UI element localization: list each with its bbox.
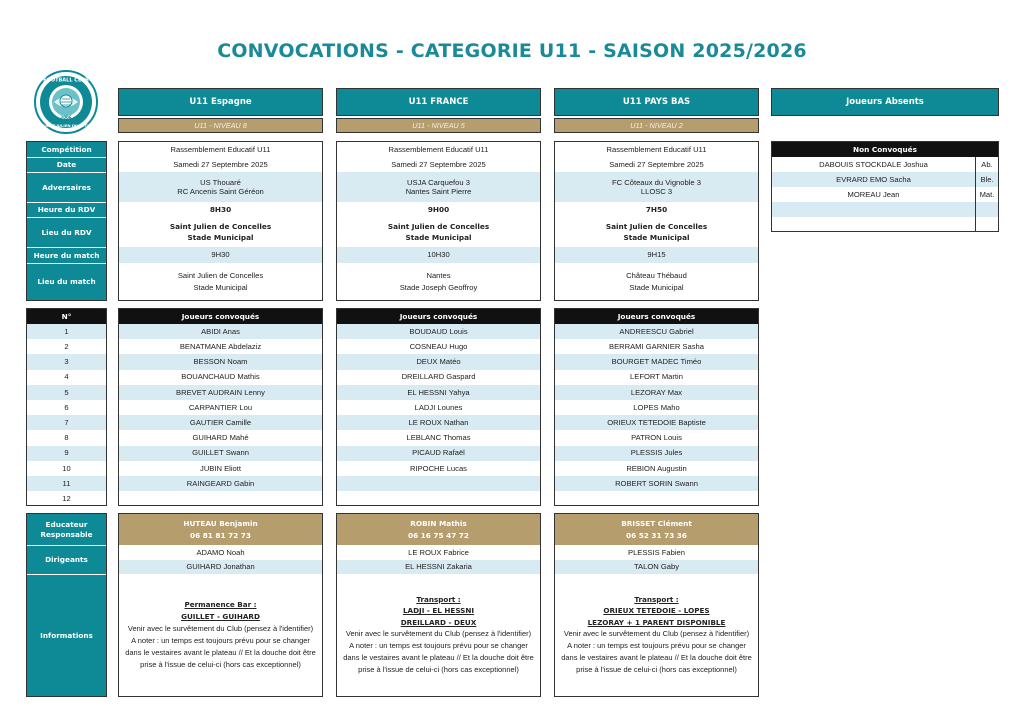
team-match-info [118, 141, 323, 301]
competition-cell: Rassemblement Educatif U11 [170, 144, 271, 154]
team-name: U11 FRANCE [336, 88, 541, 116]
player-row: BESSON Noam [119, 354, 322, 369]
info-text-1: Venir avec le survêtement du Club (pensez à l'identifier) [345, 629, 532, 639]
info-name: DREILLARD - DEUX [400, 617, 477, 627]
player-row: GUILLET Swann [119, 446, 322, 461]
svg-text:2006: 2006 [60, 115, 72, 120]
player-row: RIPOCHE Lucas [410, 463, 467, 473]
team-header [554, 88, 759, 133]
player-row: LADJI Lounes [414, 402, 463, 412]
number-cell: 3 [27, 354, 106, 369]
players-header: Joueurs convoqués [555, 309, 758, 324]
player-row: JUBIN Eliott [200, 463, 241, 473]
player-row [337, 476, 540, 491]
adversaire-2: LLOSC 3 [640, 187, 673, 196]
lieu-rdv-1: Saint Julien de Concelles [387, 221, 490, 231]
educateur-cell [119, 514, 322, 545]
date-cell: Samedi 27 Septembre 2025 [173, 159, 268, 169]
absents-table [771, 141, 999, 232]
number-cell: 5 [27, 385, 106, 400]
player-row: LOPES Maho [633, 402, 680, 412]
lieu-rdv-1: Saint Julien de Concelles [605, 221, 708, 231]
label-informations: Informations [27, 574, 106, 696]
label-lieu-match: Lieu du match [27, 263, 106, 300]
info-title: Transport : [416, 594, 461, 604]
lieu-rdv-1: Saint Julien de Concelles [169, 221, 272, 231]
absent-code [976, 217, 998, 232]
educateur-name: BRISSET Clément [621, 518, 692, 528]
player-row: BOUDAUD Louis [337, 324, 540, 339]
player-row: EL HESSNI Yahya [337, 385, 540, 400]
absents-header-block [771, 88, 999, 116]
date-cell: Samedi 27 Septembre 2025 [609, 159, 704, 169]
educateur-cell [555, 514, 758, 545]
educateur-name: HUTEAU Benjamin [183, 518, 258, 528]
team-level: U11 - NIVEAU 2 [554, 118, 759, 133]
players-table [336, 308, 541, 506]
player-row: LEZORAY Max [555, 385, 758, 400]
informations-cell [119, 574, 322, 696]
player-row: GUIHARD Mahé [192, 433, 249, 443]
players-table [118, 308, 323, 506]
absent-name: MOREAU Jean [772, 187, 976, 202]
absent-name: DABOUIS STOCKDALE Joshua [772, 157, 976, 172]
number-cell: 8 [64, 433, 69, 443]
absent-code: Ble. [980, 174, 994, 184]
label-num: N° [27, 309, 106, 324]
player-row: CARPANTIER Lou [188, 402, 253, 412]
lieu-match-1: Château Thébaud [626, 270, 687, 280]
lieu-match-cell [337, 263, 540, 300]
dirigeant-1: PLESSIS Fabien [628, 547, 685, 557]
absent-row [772, 157, 998, 172]
player-row: RAINGEARD Gabin [119, 476, 322, 491]
lieu-match-2: Stade Joseph Geoffroy [399, 282, 478, 292]
svg-text:SAINT JULIEN DIVATTE: SAINT JULIEN DIVATTE [42, 123, 90, 128]
absent-code: Mat. [979, 189, 995, 199]
staff-block [554, 513, 759, 697]
competition-cell: Rassemblement Educatif U11 [606, 144, 707, 154]
info-text-2: A noter : un temps est toujours prévu pour se changer dans le vestaires avant le plateau // Et la douche doit être prise à l'issue de celui-ci (hors cas exceptionnel) [125, 635, 316, 669]
team-match-info [554, 141, 759, 301]
team-level: U11 - NIVEAU 8 [118, 118, 323, 133]
player-row: BERRAMI GARNIER Sasha [609, 342, 704, 352]
label-dirigeants: Dirigeants [27, 545, 106, 574]
number-cell: 1 [27, 324, 106, 339]
info-text-1: Venir avec le survêtement du Club (pensez à l'identifier) [127, 623, 314, 633]
educateur-phone: 06 52 31 73 36 [626, 530, 687, 540]
absent-row [772, 187, 998, 202]
adversaire-1: FC Côteaux du Vignoble 3 [612, 177, 701, 187]
educateur-name: ROBIN Mathis [410, 518, 467, 528]
team-header [118, 88, 323, 133]
svg-text:FOOTBALL CLUB: FOOTBALL CLUB [43, 77, 89, 84]
adversaire-1: US Thouaré [200, 177, 241, 187]
dirigeant-2: GUIHARD Jonathan [119, 560, 322, 574]
dirigeant-1: LE ROUX Fabrice [408, 547, 469, 557]
lieu-match-1: Saint Julien de Concelles [177, 270, 264, 280]
players-header: Joueurs convoqués [337, 309, 540, 324]
number-cell: 12 [62, 493, 71, 503]
dirigeant-1: ADAMO Noah [196, 547, 245, 557]
player-row: BOURGET MADEC Timéo [555, 354, 758, 369]
label-date: Date [27, 157, 106, 172]
absent-name [772, 217, 976, 232]
player-row: PLESSIS Jules [555, 446, 758, 461]
heure-match-cell: 9H30 [119, 247, 322, 263]
player-row: COSNEAU Hugo [409, 342, 468, 352]
number-cell: 4 [64, 372, 69, 382]
player-row: LEBLANC Thomas [406, 433, 471, 443]
info-title: Permanence Bar : [184, 600, 257, 610]
player-row: BOUANCHAUD Mathis [181, 372, 260, 382]
adversaire-2: RC Ancenis Saint Géréon [177, 187, 264, 196]
heure-rdv-cell: 7H50 [645, 204, 668, 214]
lieu-rdv-2: Stade Municipal [187, 233, 254, 242]
absents-subheader: Non Convoqués [772, 142, 998, 157]
heure-match-cell: 10H30 [337, 247, 540, 263]
lieu-match-cell [555, 263, 758, 300]
team-name: U11 Espagne [118, 88, 323, 116]
adversaire-1: USJA Carquefou 3 [407, 177, 470, 187]
absent-code: Ab. [981, 159, 993, 169]
player-row [337, 491, 540, 506]
page-title: CONVOCATIONS - CATEGORIE U11 - SAISON 2025/2026 [217, 40, 807, 62]
players-table [554, 308, 759, 506]
absent-name [772, 202, 976, 217]
club-logo [34, 70, 98, 134]
lieu-match-2: Stade Municipal [193, 282, 248, 292]
player-row [119, 491, 322, 506]
player-row: REBION Augustin [626, 463, 687, 473]
absents-rows [772, 157, 998, 232]
absent-row [772, 172, 998, 187]
labels-block-match [26, 141, 107, 301]
label-heure-match: Heure du match [27, 247, 106, 263]
lieu-match-2: Stade Municipal [629, 282, 684, 292]
player-row: DREILLARD Gaspard [401, 372, 476, 382]
lieu-rdv-cell [337, 217, 540, 247]
number-cell: 7 [27, 415, 106, 430]
labels-block-staff [26, 513, 107, 697]
team-match-info [336, 141, 541, 301]
player-row: ABIDI Anas [119, 324, 322, 339]
staff-block [336, 513, 541, 697]
team-header [336, 88, 541, 133]
lieu-match-cell [119, 263, 322, 300]
heure-rdv-cell: 9H00 [427, 204, 450, 214]
lieu-match-1: Nantes [426, 270, 451, 280]
player-row [555, 491, 758, 506]
label-heure-rdv: Heure du RDV [27, 202, 106, 217]
absent-row [772, 217, 998, 232]
adversaires-cell [337, 172, 540, 202]
staff-block [118, 513, 323, 697]
team-level: U11 - NIVEAU 5 [336, 118, 541, 133]
absent-row [772, 202, 998, 217]
player-row: LE ROUX Nathan [337, 415, 540, 430]
player-row: ORIEUX TETEDOIE Baptiste [555, 415, 758, 430]
player-row: DEUX Matéo [337, 354, 540, 369]
players-header: Joueurs convoqués [119, 309, 322, 324]
number-cell: 10 [62, 463, 71, 473]
number-cell: 9 [27, 446, 106, 461]
player-row: PATRON Louis [631, 433, 682, 443]
info-title: Transport : [634, 594, 679, 604]
info-name: LADJI - EL HESSNI [402, 606, 475, 616]
educateur-phone: 06 16 75 47 72 [408, 530, 469, 540]
label-competition: Compétition [27, 142, 106, 157]
heure-match-cell: 9H15 [555, 247, 758, 263]
heure-rdv-cell: 8H30 [209, 204, 232, 214]
absents-title: Joueurs Absents [771, 88, 999, 116]
info-name: LEZORAY + 1 PARENT DISPONIBLE [587, 617, 726, 627]
adversaires-cell [119, 172, 322, 202]
player-row: GAUTIER Camille [119, 415, 322, 430]
adversaire-2: Nantes Saint Pierre [405, 187, 472, 196]
player-row: BENATMANE Abdelaziz [179, 342, 262, 352]
player-row: BREVET AUDRAIN Lenny [119, 385, 322, 400]
number-cell: 11 [27, 476, 106, 491]
date-cell: Samedi 27 Septembre 2025 [391, 159, 486, 169]
label-educateur: Educateur Responsable [27, 514, 106, 545]
informations-cell [555, 574, 758, 696]
number-cell: 6 [64, 402, 69, 412]
lieu-rdv-cell [555, 217, 758, 247]
number-cell: 2 [64, 342, 69, 352]
number-rows [27, 324, 106, 506]
info-name: GUILLET - GUIHARD [181, 612, 260, 621]
info-text-2: A noter : un temps est toujours prévu pour se changer dans le vestaires avant le plateau // Et la douche doit être prise à l'issue de celui-ci (hors cas exceptionnel) [343, 641, 534, 675]
informations-cell [337, 574, 540, 696]
info-text-1: Venir avec le survêtement du Club (pensez à l'identifier) [563, 629, 750, 639]
team-name: U11 PAYS BAS [554, 88, 759, 116]
lieu-rdv-2: Stade Municipal [623, 233, 690, 242]
lieu-rdv-2: Stade Municipal [405, 233, 472, 242]
player-row: LEFORT Martin [630, 372, 683, 382]
numbers-column [26, 308, 107, 506]
info-name: ORIEUX TETEDOIE - LOPES [603, 606, 710, 616]
educateur-cell [337, 514, 540, 545]
dirigeant-2: TALON Gaby [555, 560, 758, 574]
absent-name: EVRARD EMO Sacha [772, 172, 976, 187]
competition-cell: Rassemblement Educatif U11 [388, 144, 489, 154]
label-lieu-rdv: Lieu du RDV [27, 217, 106, 247]
player-row: PICAUD Rafaël [337, 446, 540, 461]
player-row: ANDREESCU Gabriel [555, 324, 758, 339]
absent-code [976, 202, 998, 217]
info-text-2: A noter : un temps est toujours prévu pour se changer dans le vestaires avant le plateau // Et la douche doit être prise à l'issue de celui-ci (hors cas exceptionnel) [561, 641, 752, 675]
player-row: ROBERT SORIN Swann [555, 476, 758, 491]
lieu-rdv-cell [119, 217, 322, 247]
educateur-phone: 06 81 81 72 73 [190, 530, 251, 540]
label-adversaires: Adversaires [27, 172, 106, 202]
dirigeant-2: EL HESSNI Zakaria [337, 560, 540, 574]
adversaires-cell [555, 172, 758, 202]
